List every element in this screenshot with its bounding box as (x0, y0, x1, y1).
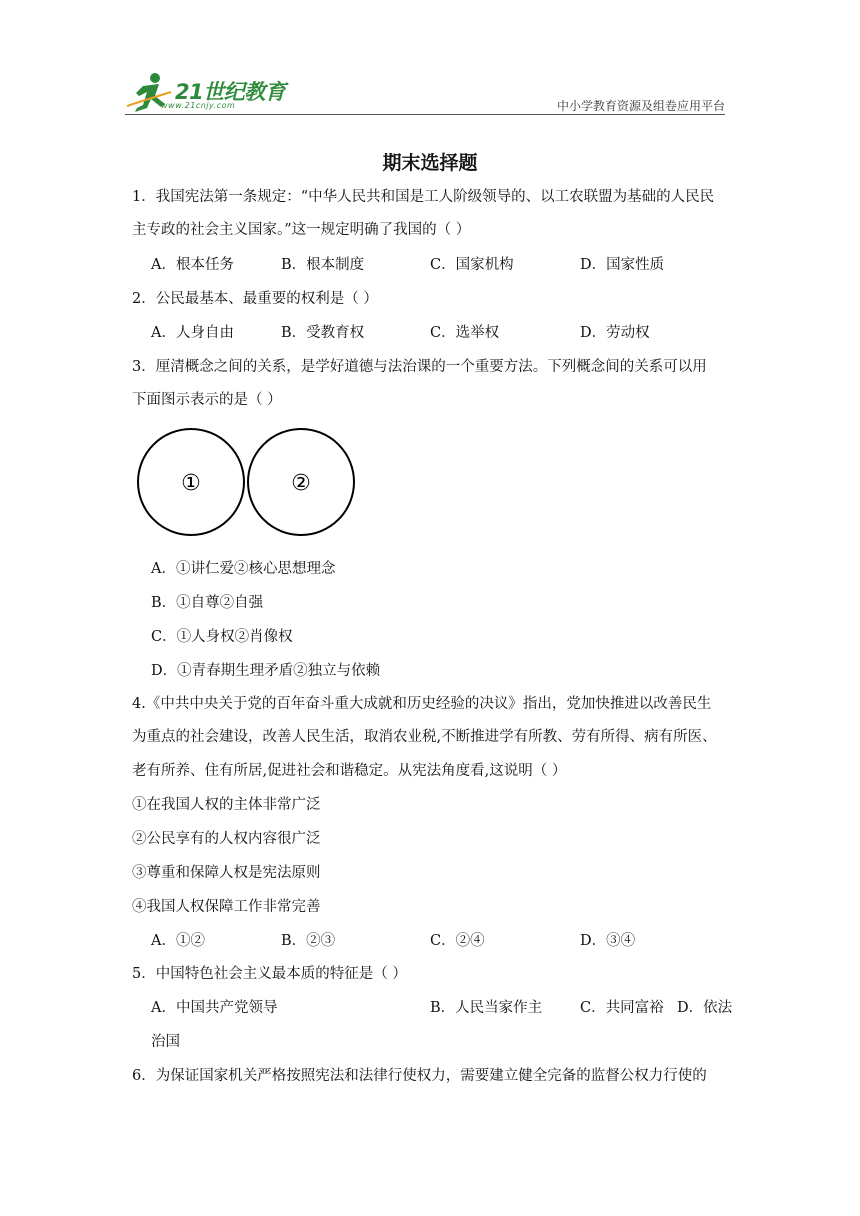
logo-url: www.21cnjy.com (161, 101, 236, 110)
q2-stem-line1: 2．公民最基本、最重要的权利是（ ） (132, 291, 378, 307)
venn-diagram (135, 428, 361, 540)
q2-option-d: D．劳动权 (580, 325, 650, 341)
q4-option-a: A．①② (151, 933, 205, 949)
q2-option-a: A．人身自由 (151, 325, 234, 341)
q5-option-d: D．依法 (677, 1000, 733, 1016)
q3-option-a: A．①讲仁爱②核心思想理念 (151, 561, 336, 577)
page-title: 期末选择题 (382, 152, 478, 174)
q1-stem-line1: 1．我国宪法第一条规定：“中华人民共和国是工人阶级领导的、以工农联盟为基础的人民民 (132, 189, 715, 205)
q2-option-b: B．受教育权 (281, 325, 365, 341)
q5-option-d-continuation: 治国 (151, 1034, 180, 1050)
q3-option-b: B．①自尊②自强 (151, 595, 264, 611)
q6-stem-line1: 6．为保证国家机关严格按照宪法和法律行使权力，需要建立健全完备的监督公权力行使的 (132, 1068, 707, 1084)
q4-statement-3: ③尊重和保障人权是宪法原则 (132, 865, 321, 881)
q3-stem-line2: 下面图示表示的是（ ） (132, 392, 282, 408)
q1-option-d: D．国家性质 (580, 257, 665, 273)
q4-stem-line2: 为重点的社会建设，改善人民生活，取消农业税,不断推进学有所教、劳有所得、病有所医、 (132, 729, 717, 745)
logo-text: 21世纪教育 (175, 80, 286, 104)
q4-statement-2: ②公民享有的人权内容很广泛 (132, 831, 321, 847)
circle-2-label: ② (291, 471, 311, 496)
q5-option-c: C．共同富裕 (580, 1000, 664, 1016)
platform-label: 中小学教育资源及组卷应用平台 (556, 99, 725, 113)
q1-option-b: B．根本制度 (281, 257, 365, 273)
page-header (125, 70, 725, 116)
q4-statement-1: ①在我国人权的主体非常广泛 (132, 797, 321, 813)
q3-option-c: C．①人身权②肖像权 (151, 629, 293, 645)
q4-stem-line1: 4.《中共中央关于党的百年奋斗重大成就和历史经验的决议》指出，党加快推进以改善民生 (132, 696, 712, 712)
q3-stem-line1: 3．厘清概念之间的关系，是学好道德与法治课的一个重要方法。下列概念间的关系可以用 (132, 359, 707, 375)
q4-option-c: C．②④ (430, 933, 485, 949)
q5-stem-line1: 5．中国特色社会主义最本质的特征是（ ） (132, 966, 407, 982)
q1-stem-line2: 主专政的社会主义国家。”这一规定明确了我国的（ ） (132, 222, 471, 238)
q2-option-c: C．选举权 (430, 325, 500, 341)
q5-option-b: B．人民当家作主 (430, 1000, 543, 1016)
q3-option-d: D．①青春期生理矛盾②独立与依赖 (151, 663, 381, 679)
circle-1-label: ① (181, 471, 201, 496)
q4-option-d: D．③④ (580, 933, 636, 949)
logo (125, 70, 315, 116)
q4-stem-line3: 老有所养、住有所居,促进社会和谐稳定。从宪法角度看,这说明（ ） (132, 763, 567, 779)
q1-option-a: A．根本任务 (151, 257, 234, 273)
q4-statement-4: ④我国人权保障工作非常完善 (132, 899, 321, 915)
q5-option-a: A．中国共产党领导 (151, 1000, 278, 1016)
q4-option-b: B．②③ (281, 933, 336, 949)
header-divider (125, 114, 725, 115)
q1-option-c: C．国家机构 (430, 257, 514, 273)
